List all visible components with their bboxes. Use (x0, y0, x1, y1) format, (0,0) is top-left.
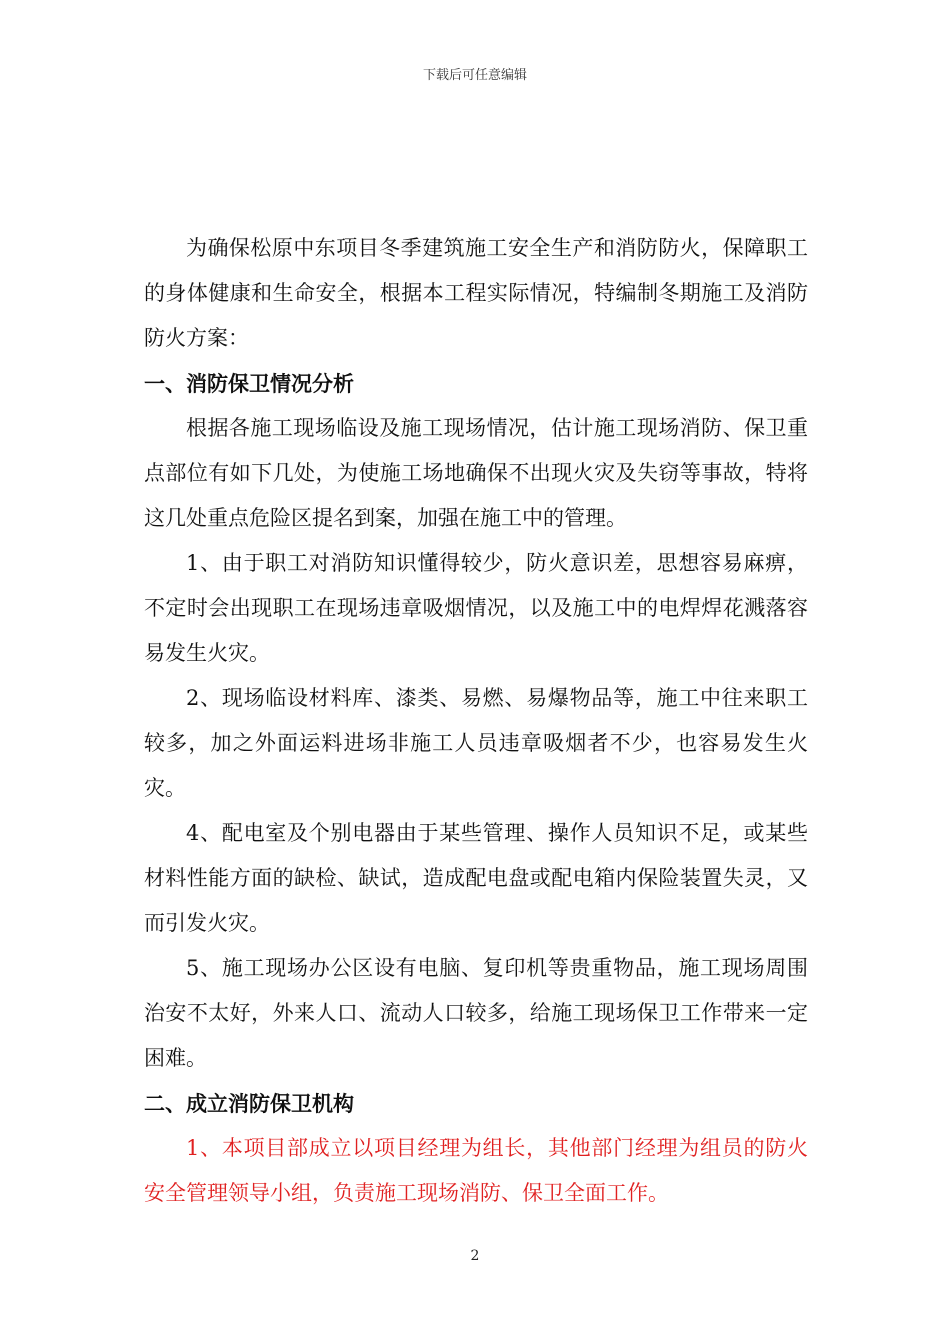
section-2-heading: 二、成立消防保卫机构 (144, 1091, 354, 1116)
section-1-item-1: 1、由于职工对消防知识懂得较少，防火意识差，思想容易麻痹，不定时会出现职工在现场违章吸烟情况，以及施工中的电焊焊花溅落容易发生火灾。 (144, 551, 808, 665)
section-1-item-5: 5、施工现场办公区设有电脑、复印机等贵重物品，施工现场周围治安不太好，外来人口、流动人口较多，给施工现场保卫工作带来一定困难。 (144, 956, 808, 1070)
intro-paragraph: 为确保松原中东项目冬季建筑施工安全生产和消防防火，保障职工的身体健康和生命安全，根据本工程实际情况，特编制冬期施工及消防防火方案： (144, 236, 808, 350)
page-header: 下载后可任意编辑 (422, 68, 527, 83)
section-1-heading: 一、消防保卫情况分析 (144, 371, 354, 396)
page-number: 2 (470, 1248, 480, 1264)
document-body (144, 226, 808, 1216)
section-1-item-4: 4、配电室及个别电器由于某些管理、操作人员知识不足，或某些材料性能方面的缺检、缺试，造成配电盘或配电箱内保险装置失灵，又而引发火灾。 (144, 821, 808, 935)
section-1-paragraph: 根据各施工现场临设及施工现场情况，估计施工现场消防、保卫重点部位有如下几处，为使施工场地确保不出现火灾及失窃等事故，特将这几处重点危险区提名到案，加强在施工中的管理。 (144, 416, 808, 530)
section-1-item-2: 2、现场临设材料库、漆类、易燃、易爆物品等，施工中往来职工较多，加之外面运料进场非施工人员违章吸烟者不少，也容易发生火灾。 (144, 686, 808, 800)
section-2-item-1: 1、本项目部成立以项目经理为组长，其他部门经理为组员的防火安全管理领导小组，负责施工现场消防、保卫全面工作。 (144, 1136, 808, 1205)
